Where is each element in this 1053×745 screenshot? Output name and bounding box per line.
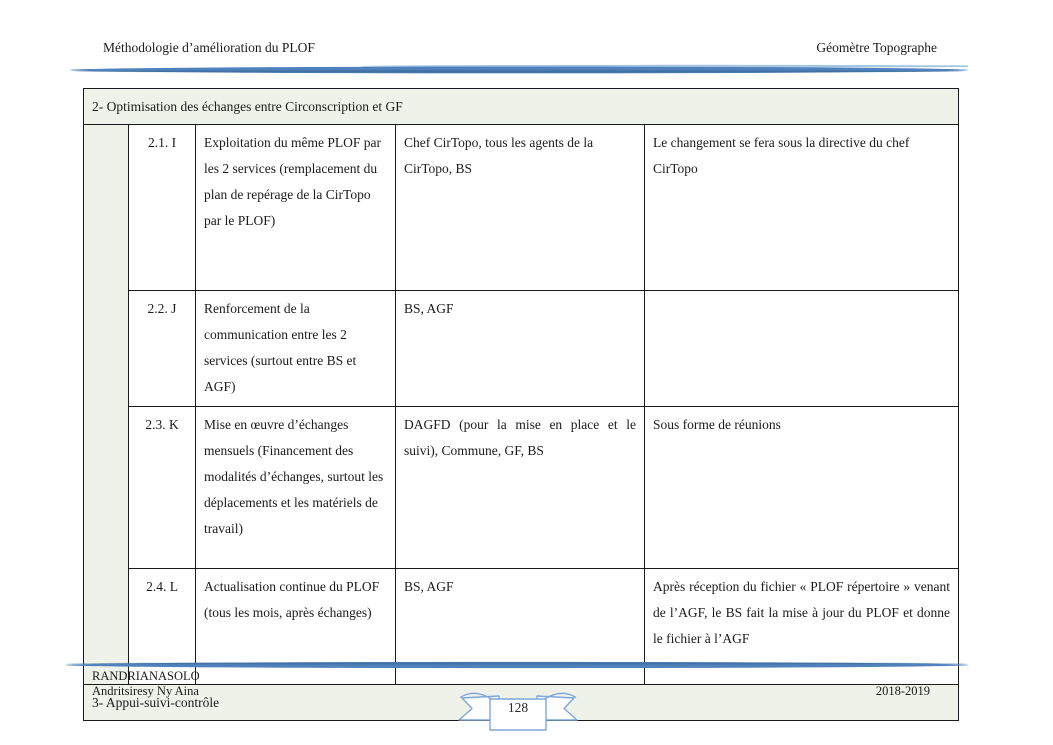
row-note: [645, 291, 959, 407]
footer-author-line1: RANDRIANASOLO: [92, 669, 200, 683]
row-action: Mise en œuvre d’échanges mensuels (Financement des modalités d’échanges, surtout les déplacements et les matériels de travail): [196, 407, 396, 569]
header-divider-line: [70, 63, 968, 75]
header-left-title: Méthodologie d’amélioration du PLOF: [103, 40, 315, 55]
page-number: 128: [507, 700, 529, 715]
row-code: 2.2. J: [129, 291, 196, 407]
table-row: [84, 291, 959, 407]
row-action: Renforcement de la communication entre les 2 services (surtout entre BS et AGF): [196, 291, 396, 407]
row-actors: DAGFD (pour la mise en place et le suivi), Commune, GF, BS: [396, 407, 645, 569]
left-spacer-cell: [84, 125, 129, 685]
row-action: Actualisation continue du PLOF (tous les mois, après échanges): [196, 569, 396, 685]
section-title-optimisation: 2- Optimisation des échanges entre Circonscription et GF: [84, 89, 959, 125]
row-code: 2.3. K: [129, 407, 196, 569]
page-header: [103, 40, 937, 56]
row-actors: Chef CirTopo, tous les agents de la CirTopo, BS: [396, 125, 645, 291]
row-actors: BS, AGF: [396, 569, 645, 685]
row-action: Exploitation du même PLOF par les 2 services (remplacement du plan de repérage de la CirTopo par le PLOF): [196, 125, 396, 291]
table-row: [84, 407, 959, 569]
table-section-row: [84, 89, 959, 125]
section-title-appui: 3- Appui-suivi-contrôle: [84, 685, 959, 721]
optimization-table: [83, 88, 959, 721]
row-note: Après réception du fichier « PLOF répertoire » venant de l’AGF, le BS fait la mise à jour du PLOF et donne le fichier à l’AGF: [645, 569, 959, 685]
footer-divider-line: [65, 660, 970, 670]
header-right-title: Géomètre Topographe: [816, 40, 937, 55]
row-note: Sous forme de réunions: [645, 407, 959, 569]
row-actors: BS, AGF: [396, 291, 645, 407]
row-note: Le changement se fera sous la directive du chef CirTopo: [645, 125, 959, 291]
row-code: 2.4. L: [129, 569, 196, 685]
footer-year: 2018-2019: [875, 684, 930, 698]
footer-author: [92, 669, 200, 699]
table-row: [84, 125, 959, 291]
footer-author-line2: Andritsiresy Ny Aina: [92, 684, 199, 698]
row-code: 2.1. I: [129, 125, 196, 291]
